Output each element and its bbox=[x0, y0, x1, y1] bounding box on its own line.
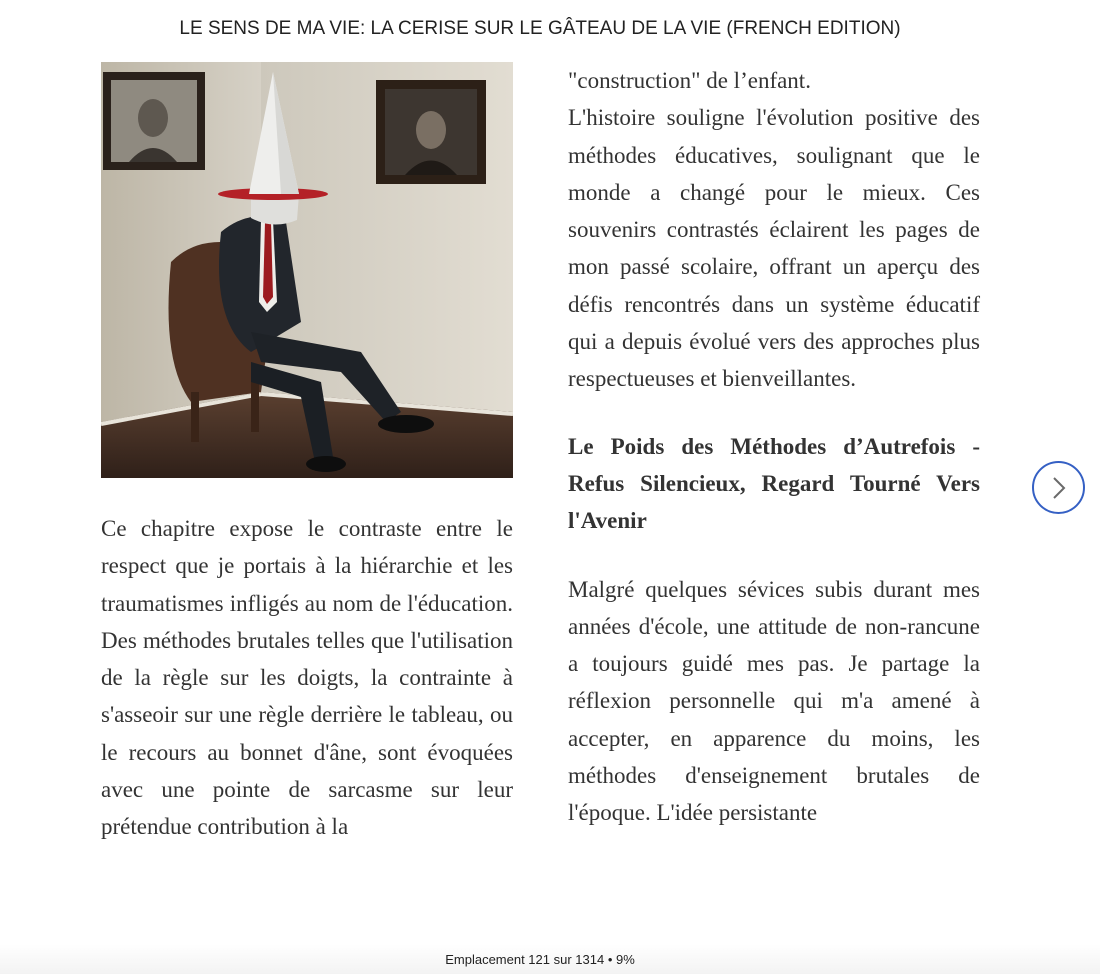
right-column bbox=[568, 62, 980, 832]
illustration-image bbox=[101, 62, 513, 478]
reflection-paragraph: Malgré quelques sévices subis durant mes années d'école, une attitude de non-rancune a toujours guidé mes pas. Je partage la réflexion personnelle qui m'a amené à accepter, en apparence du moins, les méthodes d'enseignement brutales de l'époque. L'idée persistante bbox=[568, 576, 980, 826]
chevron-right-icon bbox=[1052, 476, 1066, 500]
reading-location: Emplacement 121 sur 1314 • 9% bbox=[445, 952, 635, 967]
book-title: LE SENS DE MA VIE: LA CERISE SUR LE GÂTEAU DE LA VIE (FRENCH EDITION) bbox=[179, 18, 901, 39]
evolution-paragraph: L'histoire souligne l'évolution positive des méthodes éducatives, soulignant que le monde a changé pour le mieux. Ces souvenirs contrastés éclairent les pages de mon passé scolaire, offrant un aperçu des défis rencontrés dans un système éducatif qui a depuis évolué vers des approches plus respectueuses et bienveillantes. bbox=[568, 105, 980, 392]
continued-text: "construction" de l’enfant. bbox=[568, 68, 811, 93]
next-page-button[interactable] bbox=[1032, 461, 1085, 514]
left-column bbox=[101, 62, 513, 846]
section-heading: Le Poids des Méthodes d’Autrefois - Refus Silencieux, Regard Tourné Vers l'Avenir bbox=[568, 433, 980, 534]
chapter-paragraph: Ce chapitre expose le contraste entre le respect que je portais à la hiérarchie et les traumatismes infligés au nom de l'éducation. Des méthodes brutales telles que l'utilisation de la règle sur les doigts, la contrainte à s'asseoir sur une règle derrière le tableau, ou le recours au bonnet d'âne, sont évoquées avec une pointe de sarcasme sur leur prétendue contribution à la bbox=[101, 516, 513, 840]
